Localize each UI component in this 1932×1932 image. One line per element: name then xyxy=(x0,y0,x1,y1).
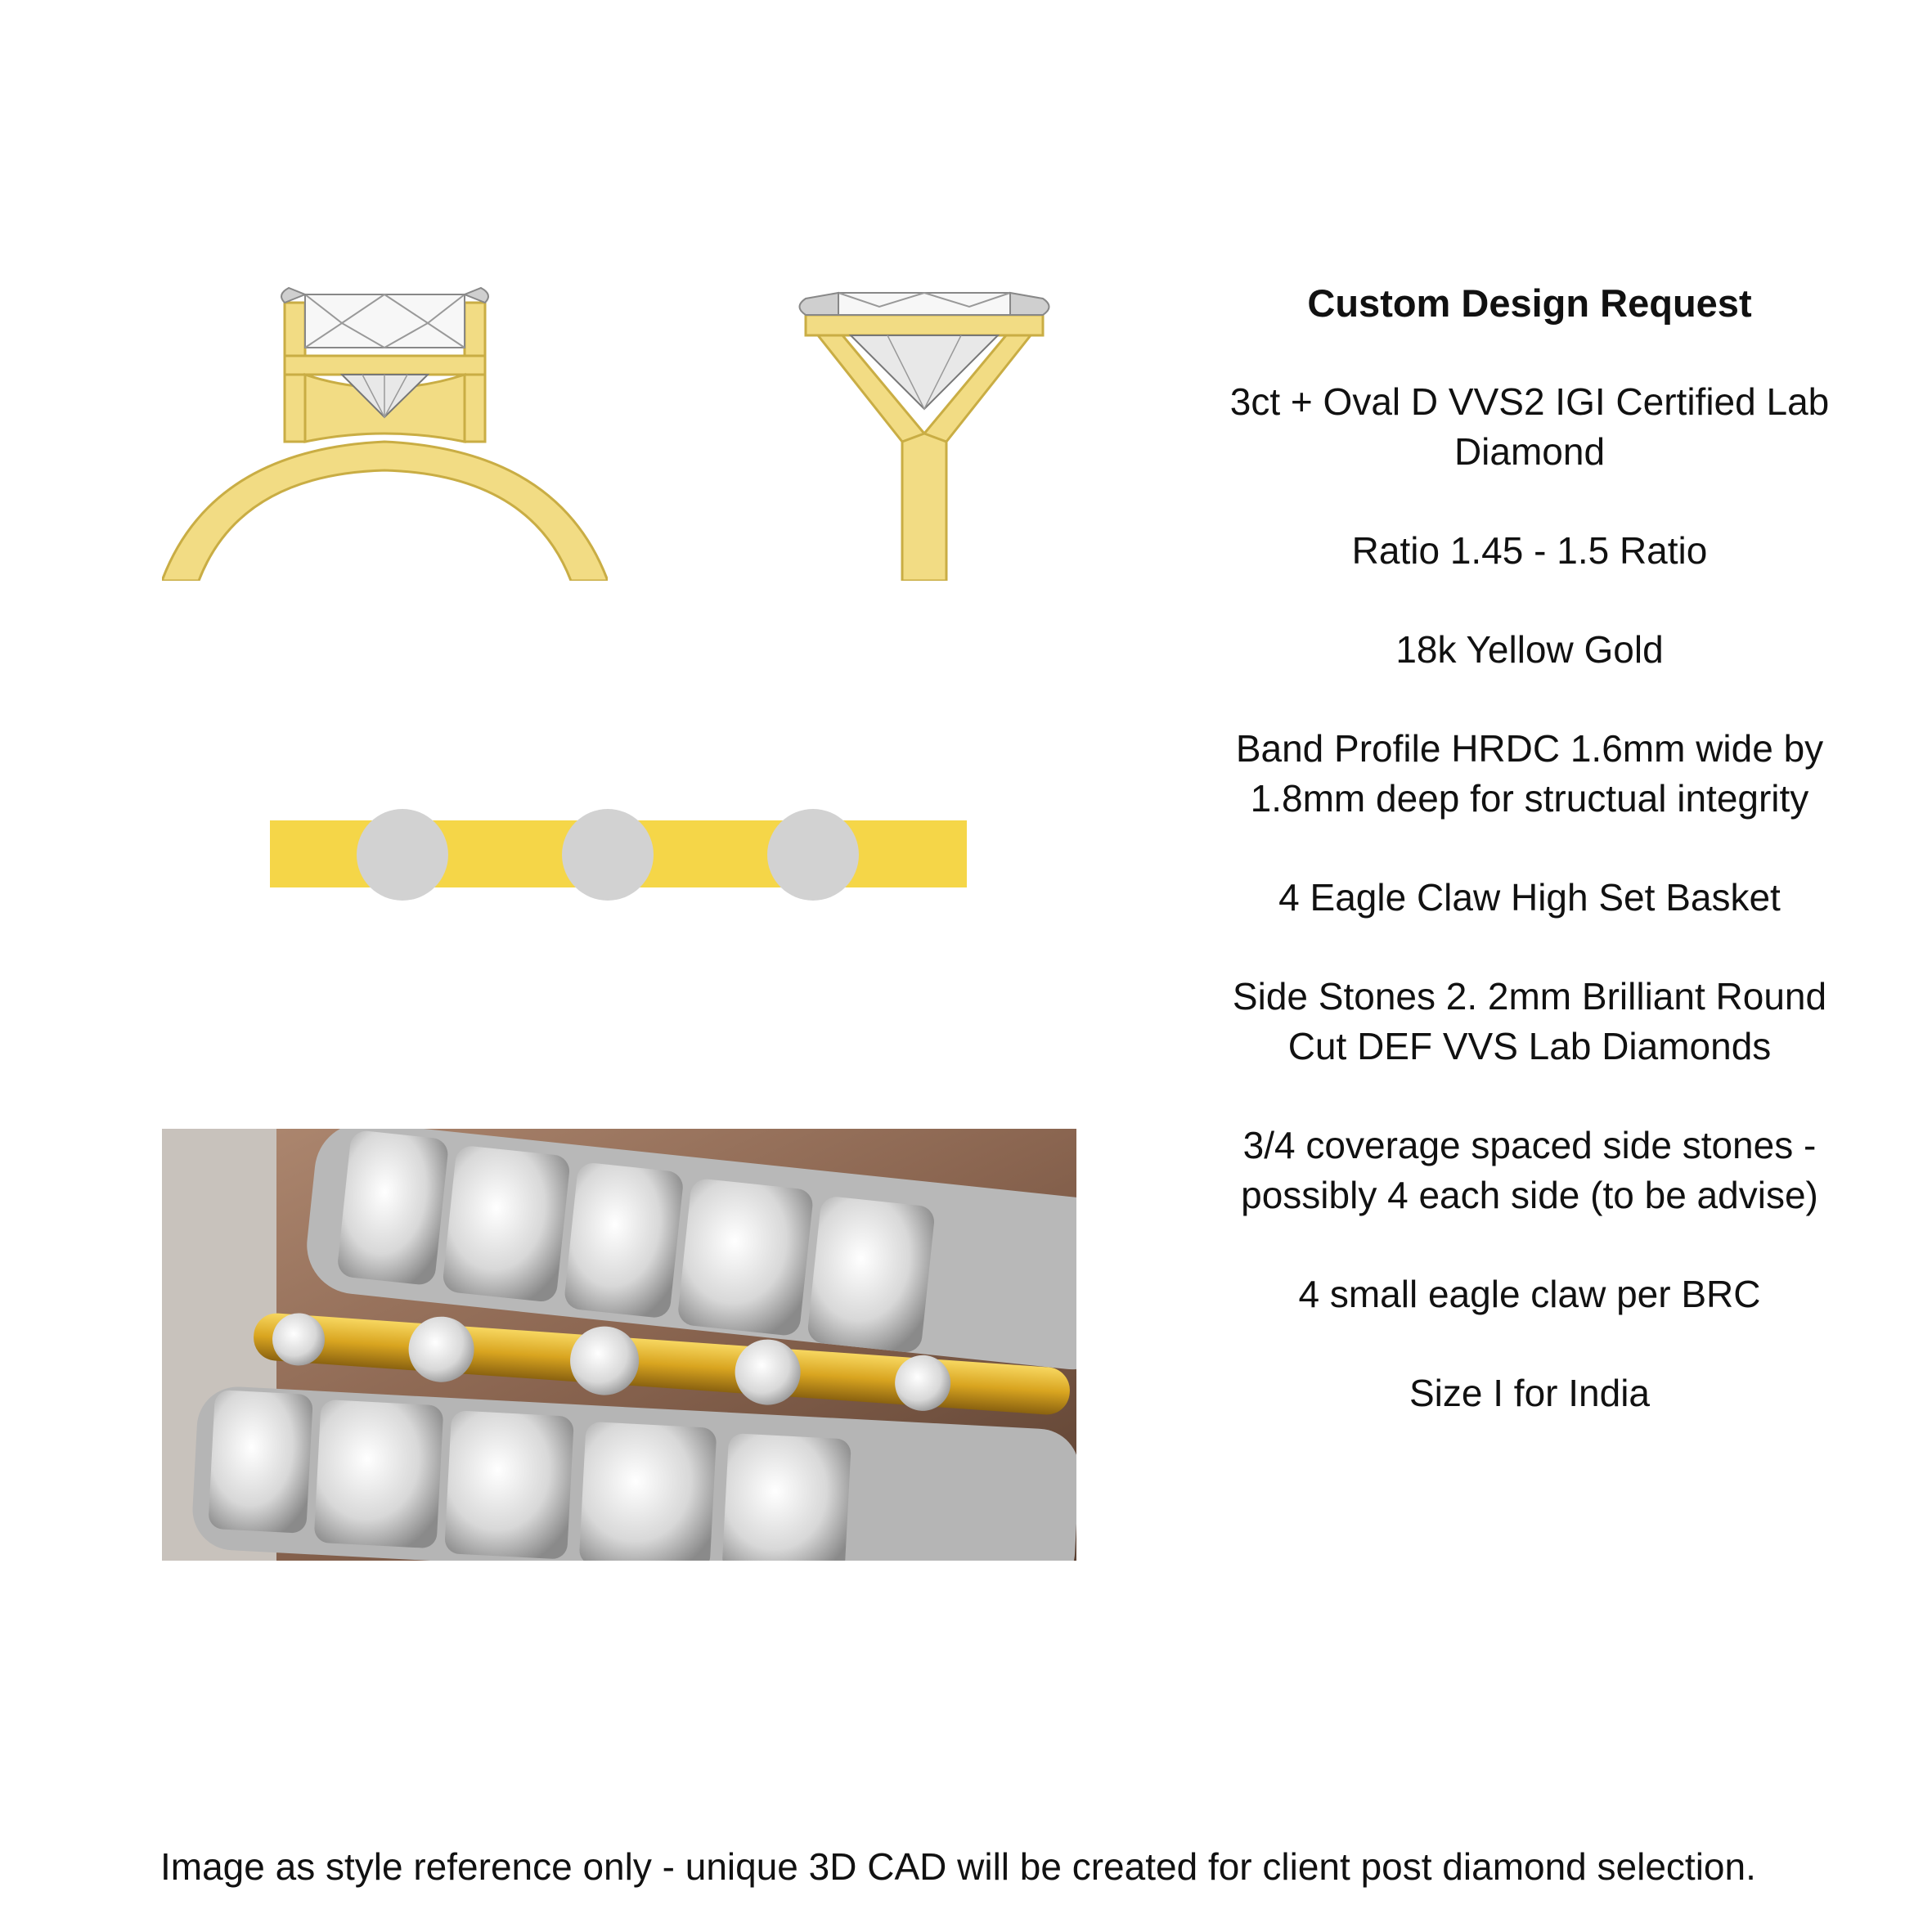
spec-title: Custom Design Request xyxy=(1307,281,1752,325)
band-side-stones-diagram xyxy=(270,806,969,904)
spec-ratio: Ratio 1.45 - 1.5 Ratio xyxy=(1351,529,1708,572)
spec-band-profile: Band Profile HRDC 1.6mm wide by 1.8mm deep for structual integrity xyxy=(1235,727,1824,820)
ring-side-view-illustration xyxy=(785,278,1063,581)
spec-coverage: 3/4 coverage spaced side stones - possibly 4 each side (to be advise) xyxy=(1241,1124,1818,1216)
footer-note: Image as style reference only - unique 3D CAD will be created for client post diamond selection. xyxy=(160,1845,1756,1888)
spec-claws: 4 small eagle claw per BRC xyxy=(1298,1273,1761,1315)
spec-setting: 4 Eagle Claw High Set Basket xyxy=(1278,876,1781,919)
side-stone xyxy=(767,809,859,901)
spec-panel xyxy=(1202,278,1857,1467)
spec-side-stones: Side Stones 2. 2mm Brilliant Round Cut DEF VVS Lab Diamonds xyxy=(1232,975,1827,1067)
spec-size: Size I for India xyxy=(1409,1372,1651,1414)
side-stone xyxy=(357,809,448,901)
ring-front-view-illustration xyxy=(162,278,608,581)
spec-metal: 18k Yellow Gold xyxy=(1395,628,1664,671)
spec-diamond: 3ct + Oval D VVS2 IGI Certified Lab Diamond xyxy=(1229,380,1830,473)
side-stone xyxy=(562,809,654,901)
reference-photo xyxy=(162,1129,1076,1561)
